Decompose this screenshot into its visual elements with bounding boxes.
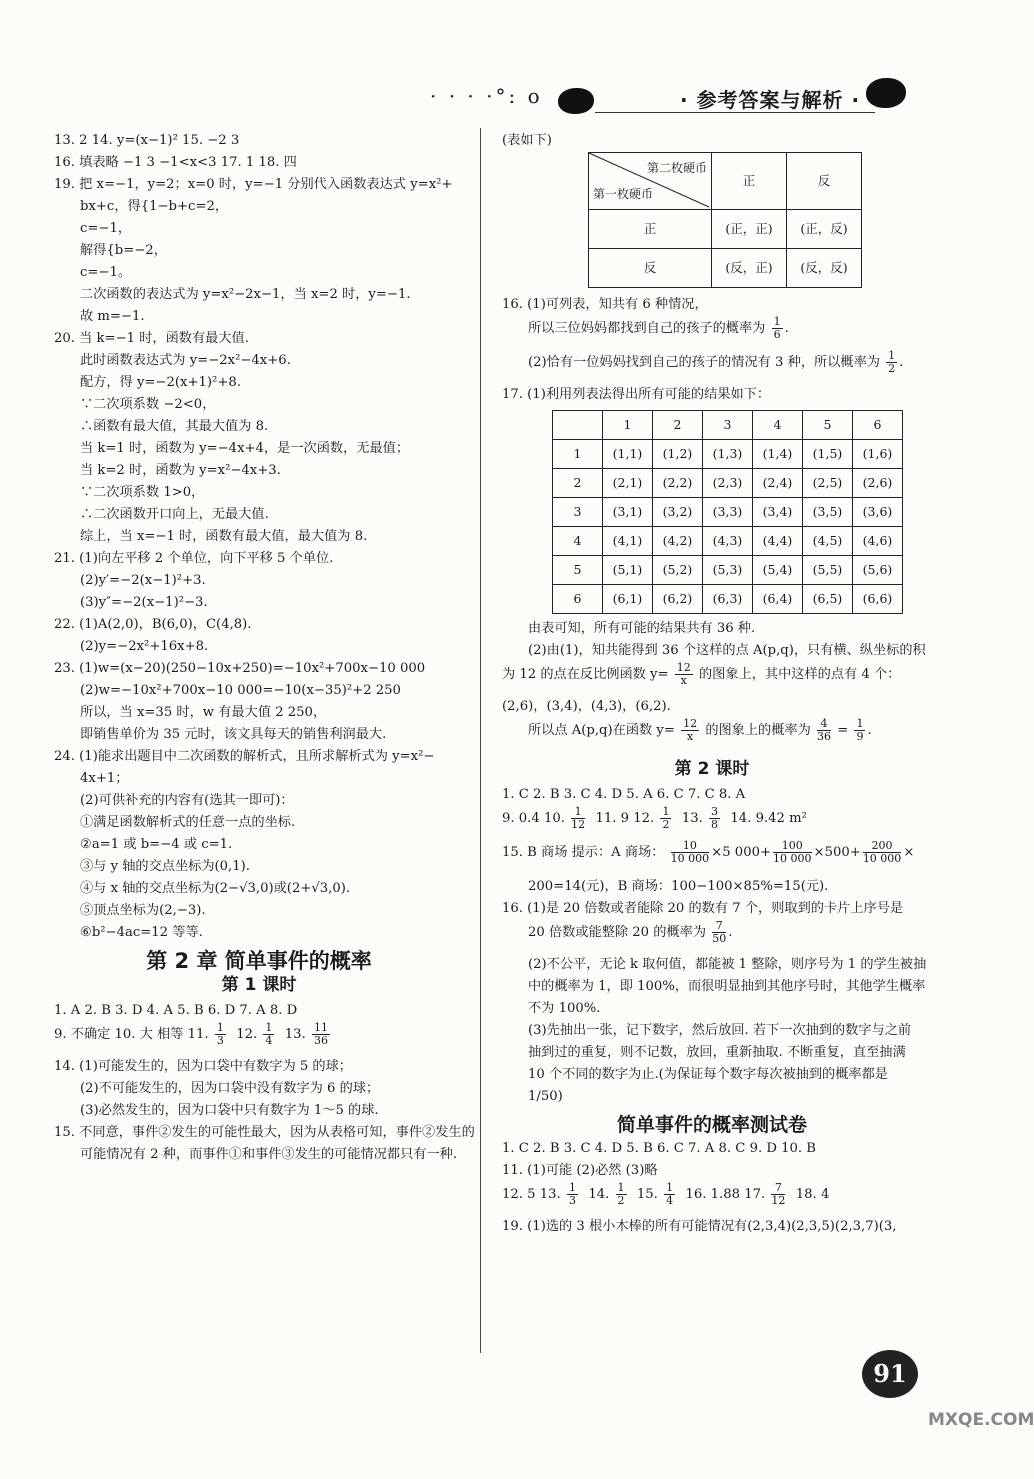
fraction: $\frac{1}{6}$: [773, 315, 781, 341]
answer-line: (2)不可能发生的，因为口袋中没有数字为 6 的球；: [80, 1081, 380, 1096]
fraction: $\frac{12}{x}$: [676, 661, 691, 687]
answer-line: (3)先抽出一张，记下数字，然后放回. 若下一次抽到的数字与之前: [528, 1023, 912, 1038]
answer-line: 19. 把 x=−1，y=2；x=0 时，y=−1 分别代入函数表达式 y=x²+: [54, 177, 453, 192]
lesson-heading: 第 2 课时: [674, 759, 750, 779]
answer-line: 当 k=1 时，函数为 y=−4x+4，是一次函数，无最值；: [80, 441, 410, 456]
fish-icon: [558, 88, 594, 114]
answer-line: c=−1，: [80, 221, 132, 236]
fraction: $\frac{1}{2}$: [617, 1181, 625, 1207]
answer-line: 抽到过的重复，则不记数，放回，重新抽取. 不断重复，直至抽满: [528, 1045, 906, 1060]
answer-line: c=−1。: [80, 265, 132, 280]
answer-line: [502, 806, 922, 840]
answer-line: 中的概率为 1，即 100%，而很明显抽到其他序号时，其他学生概率: [528, 979, 926, 994]
answer-text: 所以点 A(p,q)在函数 y=: [528, 723, 675, 738]
chapter-heading: 第 2 章 简单事件的概率: [146, 949, 372, 973]
answer-line: 所以点 A(p,q)在函数 y= $\frac{12}{x}$ 的图象上的概率为 $\frac{4}{36}$ = $\frac{1}{9}$ .: [528, 717, 872, 743]
answer-line: (2)恰有一位妈妈找到自己的孩子的情况有 3 种，所以概率为 $\frac{1}{2}$ .: [528, 349, 904, 375]
table-header: 6: [853, 411, 903, 440]
answer-line: 由表可知，所有可能的结果共有 36 种.: [528, 621, 756, 636]
answer-line: (3)必然发生的，因为口袋中只有数字为 1～5 的球.: [80, 1103, 379, 1118]
answer-line: 21. (1)向左平移 2 个单位，向下平移 5 个单位.: [54, 551, 334, 566]
fraction: $\frac{1}{2}$: [888, 349, 896, 375]
answer-text: 的图象上，其中这样的点有 4 个：: [698, 667, 901, 682]
table-header: 4: [753, 411, 803, 440]
answer-line: 综上，当 x=−1 时，函数有最大值，最大值为 8.: [80, 529, 368, 544]
answer-line: 10 个不同的数字为止.(为保证每个数字每次被抽到的概率都是: [528, 1067, 888, 1082]
table-row-head: 正: [589, 210, 712, 249]
test-heading: 简单事件的概率测试卷: [616, 1114, 807, 1136]
answer-text: 9. 不确定 10. 大 相等 11.: [54, 1027, 209, 1042]
answer-text: 为 12 的点在反比例函数 y=: [502, 667, 669, 682]
fraction: $\frac{4}{36}$: [817, 717, 832, 743]
answer-line: (2)y=−2x²+16x+8.: [80, 639, 209, 654]
answer-text: 的图象上的概率为: [705, 723, 811, 738]
answer-line: 二次函数的表达式为 y=x²−2x−1，当 x=2 时，y=−1.: [80, 287, 411, 302]
table-diagonal-header: 第二枚硬币 第一枚硬币: [589, 153, 712, 210]
answer-line: 此时函数表达式为 y=−2x²−4x+6.: [80, 353, 291, 368]
page-number: 91: [862, 1350, 918, 1398]
answer-text: 11. 9 12.: [595, 811, 655, 826]
answer-text: 9. 0.4 10.: [502, 811, 565, 826]
answer-line: [54, 1022, 464, 1056]
left-column: [54, 130, 475, 1166]
fish-icon: [866, 78, 906, 108]
answer-line: [502, 662, 922, 696]
answer-line: 20. 当 k=−1 时，函数有最大值.: [54, 331, 249, 346]
answer-line: 1/50): [528, 1089, 563, 1104]
answer-text: ×: [903, 845, 915, 860]
fraction: $\frac{200}{10 000}$: [862, 839, 902, 865]
table-cell: (正，反): [787, 210, 862, 249]
answer-line: 14. (1)可能发生的，因为口袋中有数字为 5 的球；: [54, 1059, 352, 1074]
table-header: 5: [803, 411, 853, 440]
lesson-heading: 第 1 课时: [221, 975, 297, 995]
table-note: (表如下): [502, 133, 552, 148]
answer-text: 14. 9.42 m²: [730, 811, 807, 826]
answer-line: 16. (1)可列表，知共有 6 种情况，: [502, 297, 708, 312]
answer-line: 11. (1)可能 (2)必然 (3)略: [502, 1163, 658, 1178]
answer-line: 当 k=2 时，函数为 y=x²−4x+3.: [80, 463, 281, 478]
answer-line: ④与 x 轴的交点坐标为(2−√3,0)或(2+√3,0).: [80, 881, 351, 896]
answer-text: (2)恰有一位妈妈找到自己的孩子的情况有 3 种，所以概率为: [528, 355, 880, 370]
table-row: 3 (3,1) (3,2) (3,3) (3,4) (3,5) (3,6): [553, 498, 903, 527]
header-dots: · · · ·°: o: [430, 84, 543, 108]
fraction: $\frac{1}{3}$: [568, 1181, 576, 1207]
answer-line: ①满足函数解析式的任意一点的坐标.: [80, 815, 296, 830]
page-header: [430, 78, 900, 118]
answer-line: (2)可供补充的内容有(选其一即可)：: [80, 793, 294, 808]
page-title: · 参考答案与解析 ·: [680, 88, 861, 112]
fraction: $\frac{1}{12}$: [571, 805, 586, 831]
answer-line: 19. (1)选的 3 根小木棒的所有可能情况有(2,3,4)(2,3,5)(2,3,7)(3,: [502, 1219, 897, 1234]
answer-line: 1. C 2. B 3. C 4. D 5. B 6. C 7. A 8. C 9. D 10. B: [502, 1141, 816, 1156]
answer-line: ∵二次项系数 −2<0，: [80, 397, 216, 412]
answer-line: 所以三位妈妈都找到自己的孩子的概率为 $\frac{1}{6}$ .: [528, 315, 789, 341]
answer-text: 15. B 商场 提示：A 商场：: [502, 845, 665, 860]
table-header: 1: [603, 411, 653, 440]
answer-text: 20 倍数或能整除 20 的概率为: [528, 925, 707, 940]
fraction: $\frac{7}{50}$: [712, 919, 727, 945]
table-row: 6 (6,1) (6,2) (6,3) (6,4) (6,5) (6,6): [553, 585, 903, 614]
answer-line: ②a=1 或 b=−4 或 c=1.: [80, 837, 233, 852]
fraction: $\frac{1}{4}$: [265, 1021, 273, 1047]
fraction: $\frac{12}{x}$: [683, 717, 698, 743]
answer-line: bx+c，得{1−b+c=2，: [80, 199, 229, 214]
table-header: 正: [712, 153, 787, 210]
answer-line: 配方，得 y=−2(x+1)²+8.: [80, 375, 241, 390]
watermark: MXQE.COM: [928, 1410, 1034, 1430]
table-row: 5 (5,1) (5,2) (5,3) (5,4) (5,5) (5,6): [553, 556, 903, 585]
answer-line: ③与 y 轴的交点坐标为(0,1).: [80, 859, 250, 874]
coin-table: [588, 152, 862, 288]
table-row: 2 (2,1) (2,2) (2,3) (2,4) (2,5) (2,6): [553, 469, 903, 498]
answer-line: ∴函数有最大值，其最大值为 8.: [80, 419, 269, 434]
answer-line: 4x+1；: [80, 771, 129, 786]
answer-line: ⑤顶点坐标为(2,−3).: [80, 903, 206, 918]
answer-line: (2)w=−10x²+700x−10 000=−10(x−35)²+2 250: [80, 683, 401, 698]
answer-line: 所以，当 x=35 时，w 有最大值 2 250，: [80, 705, 327, 720]
answer-line: 可能情况有 2 种，而事件①和事件③发生的可能情况都只有一种.: [80, 1147, 458, 1162]
answer-line: 1. A 2. B 3. D 4. A 5. B 6. D 7. A 8. D: [54, 1003, 298, 1018]
table-header: 2: [653, 411, 703, 440]
answer-text: ×5 000+: [711, 845, 772, 860]
answer-line: 24. (1)能求出题目中二次函数的解析式，且所求解析式为 y=x²−: [54, 749, 435, 764]
table-cell: (正，正): [712, 210, 787, 249]
table-row: 1 (1,1) (1,2) (1,3) (1,4) (1,5) (1,6): [553, 440, 903, 469]
table-row: 4 (4,1) (4,2) (4,3) (4,4) (4,5) (4,6): [553, 527, 903, 556]
table-row-head: 反: [589, 249, 712, 288]
fraction: $\frac{3}{8}$: [711, 805, 719, 831]
table-header: 反: [787, 153, 862, 210]
fraction: $\frac{100}{10 000}$: [773, 839, 812, 865]
answer-text: 12.: [236, 1027, 258, 1042]
answer-text: 12. 5 13.: [502, 1187, 561, 1202]
answer-line: (3)y″=−2(x−1)²−3.: [80, 595, 208, 610]
answer-line: 1. C 2. B 3. C 4. D 5. A 6. C 7. C 8. A: [502, 787, 746, 802]
answer-text: 14.: [588, 1187, 610, 1202]
table-header: [553, 411, 603, 440]
table-cell: (反，反): [787, 249, 862, 288]
answer-line: (2)由(1)，知共能得到 36 个这样的点 A(p,q)，只有横、纵坐标的积: [528, 643, 926, 658]
fraction: $\frac{1}{2}$: [662, 805, 670, 831]
answer-text: 所以三位妈妈都找到自己的孩子的概率为: [528, 321, 766, 336]
answer-line: [502, 840, 922, 876]
right-column: [502, 130, 927, 1238]
answer-line: 22. (1)A(2,0)，B(6,0)，C(4,8).: [54, 617, 252, 632]
answer-text: 16. 1.88 17.: [685, 1187, 766, 1202]
table-header: 3: [703, 411, 753, 440]
answer-line: (2)不公平，无论 k 取何值，都能被 1 整除，则序号为 1 的学生被抽: [528, 957, 927, 972]
answer-line: 13. 2 14. y=(x−1)² 15. −2 3: [54, 133, 240, 148]
fraction: $\frac{10}{10 000}$: [670, 839, 710, 865]
answer-text: 13.: [681, 811, 703, 826]
answer-line: 不为 100%.: [528, 1001, 601, 1016]
answer-line: [502, 1182, 922, 1216]
column-divider: [480, 128, 481, 1353]
answer-text: 15.: [636, 1187, 658, 1202]
answer-line: 15. 不同意，事件②发生的可能性最大，因为从表格可知，事件②发生的: [54, 1125, 475, 1140]
answer-line: 故 m=−1.: [80, 309, 145, 324]
answer-line: 20 倍数或能整除 20 的概率为 $\frac{7}{50}$ .: [528, 919, 733, 945]
answer-line: 200=14(元)，B 商场：100−100×85%=15(元).: [528, 879, 829, 894]
answer-line: ∵二次项系数 1>0，: [80, 485, 205, 500]
fraction: $\frac{1}{9}$: [856, 717, 864, 743]
answer-text: =: [837, 723, 849, 738]
fraction: $\frac{11}{36}$: [313, 1021, 328, 1047]
answer-line: 16. (1)是 20 倍数或者能除 20 的数有 7 个，则取到的卡片上序号是: [502, 901, 904, 916]
answer-text: 18. 4: [795, 1187, 830, 1202]
table-cell: (反，正): [712, 249, 787, 288]
dice-table: [552, 410, 903, 614]
answer-line: 解得{b=−2，: [80, 243, 167, 258]
answer-line: (2)y′=−2(x−1)²+3.: [80, 573, 206, 588]
answer-line: (2,6)，(3,4)，(4,3)，(6,2).: [502, 699, 671, 714]
answer-line: 16. 填表略 −1 3 −1<x<3 17. 1 18. 四: [54, 155, 297, 170]
fraction: $\frac{1}{3}$: [216, 1021, 224, 1047]
answer-text: ×500+: [813, 845, 861, 860]
fraction: $\frac{1}{4}$: [666, 1181, 674, 1207]
answer-line: ∴二次函数开口向上，无最大值.: [80, 507, 269, 522]
answer-line: ⑥b²−4ac=12 等等.: [80, 925, 203, 940]
answer-text: 13.: [284, 1027, 306, 1042]
answer-line: 17. (1)利用列表法得出所有可能的结果如下：: [502, 387, 771, 402]
fraction: $\frac{7}{12}$: [771, 1181, 786, 1207]
answer-line: 23. (1)w=(x−20)(250−10x+250)=−10x²+700x−10 000: [54, 661, 426, 676]
answer-line: 即销售单价为 35 元时，该文具每天的销售利润最大.: [80, 727, 387, 742]
